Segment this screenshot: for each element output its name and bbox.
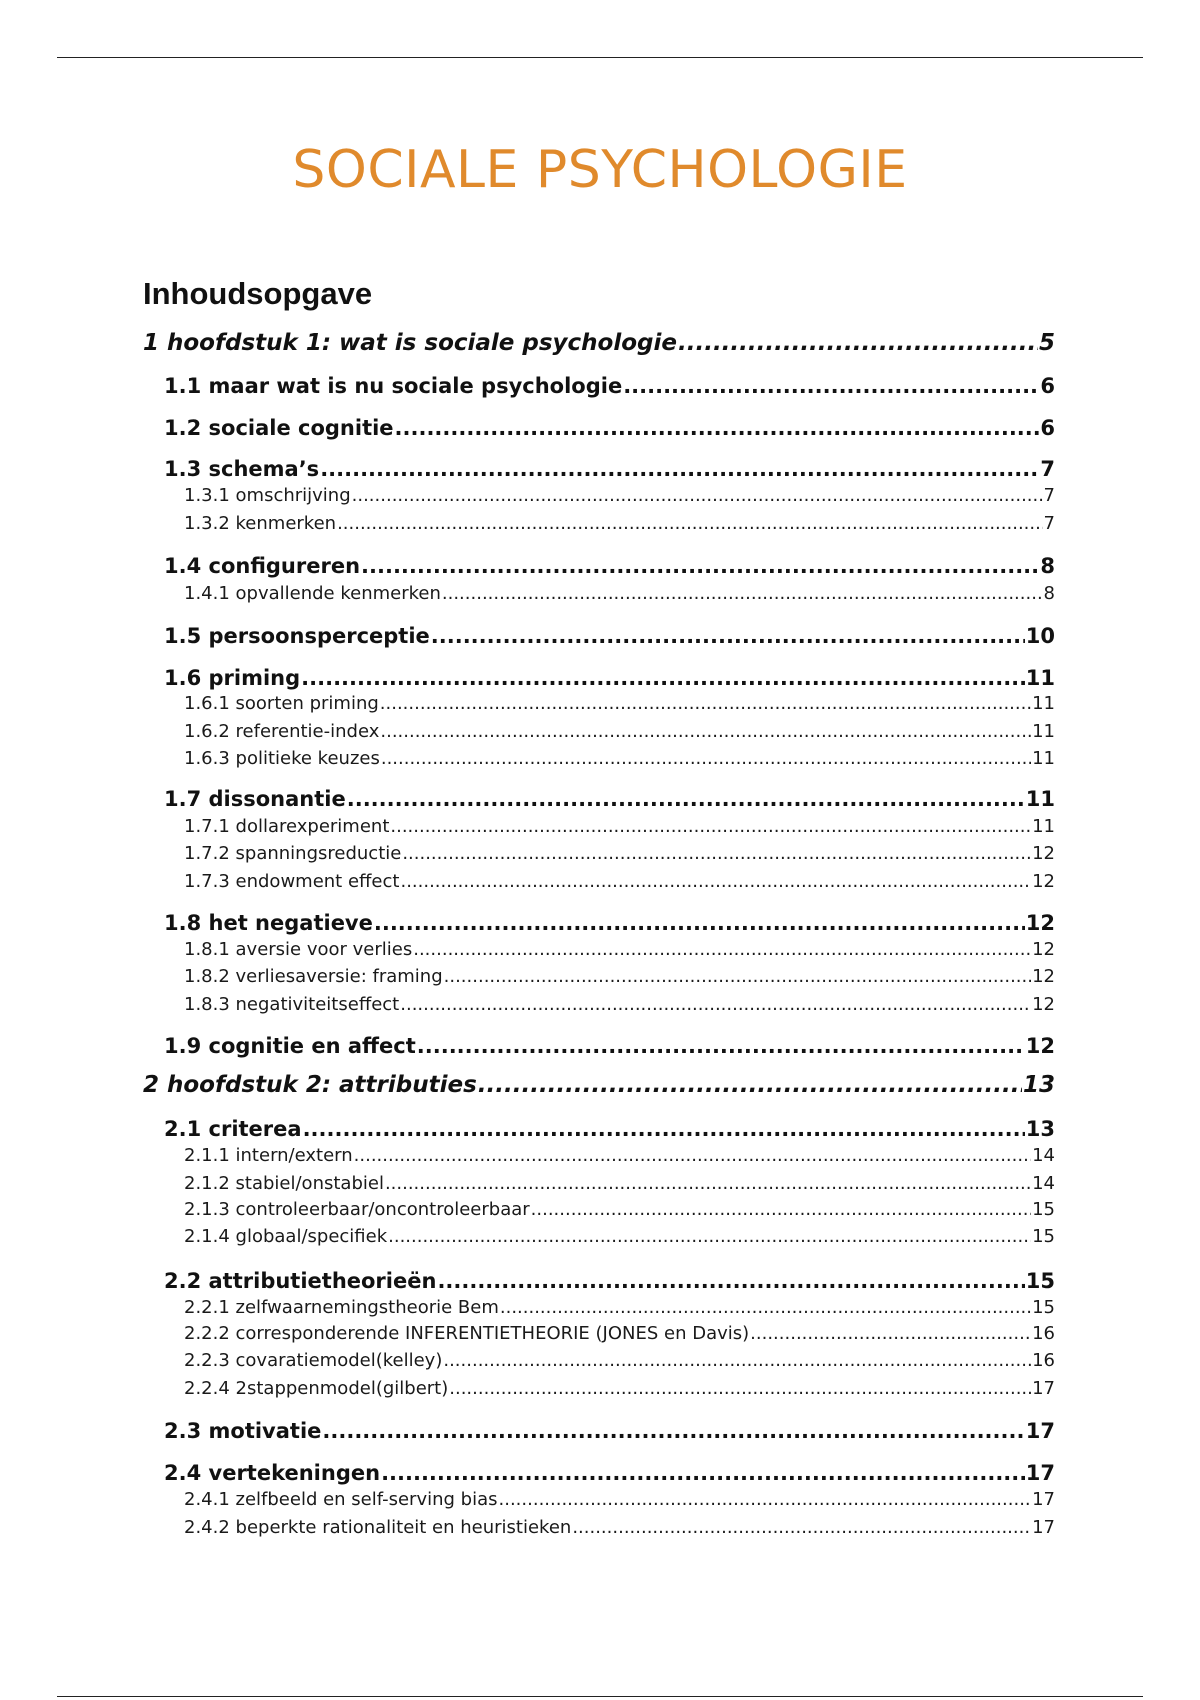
toc-entry-label: 2.1 criterea: [164, 1117, 302, 1141]
toc-entry-label: 1.2 sociale cognitie: [164, 416, 394, 440]
toc-entry-label: 2.2.4 2stappenmodel(gilbert): [184, 1379, 449, 1399]
toc-entry-label: 1.7.1 dollarexperiment: [184, 817, 390, 837]
document-title: SOCIALE PSYCHOLOGIE: [292, 140, 908, 200]
toc-entry-page: 7: [1043, 486, 1055, 506]
toc-entry[interactable]: [184, 1227, 1055, 1248]
toc-entry-label: 2.2 attributietheorieën: [164, 1269, 437, 1293]
toc-entry-page: 14: [1032, 1174, 1055, 1194]
toc-entry-label: 1.5 persoonsperceptie: [164, 624, 430, 648]
toc-dot-leader: [381, 1461, 1025, 1485]
toc-dot-leader: [443, 1351, 1031, 1372]
toc-dot-leader: [347, 787, 1025, 811]
toc-entry-label: 1.6.1 soorten priming: [184, 694, 379, 714]
toc-entry[interactable]: [143, 1072, 1055, 1098]
toc-entry[interactable]: [184, 817, 1055, 838]
toc-dot-leader: [388, 1227, 1031, 1248]
toc-entry-label: 1.4 configureren: [164, 554, 361, 578]
toc-entry-page: 11: [1025, 787, 1055, 811]
toc-entry[interactable]: [184, 722, 1055, 743]
toc-entry[interactable]: [184, 1174, 1055, 1195]
toc-dot-leader: [354, 1146, 1031, 1167]
toc-entry[interactable]: [164, 1117, 1055, 1141]
toc-dot-leader: [413, 940, 1031, 961]
toc-entry[interactable]: [164, 787, 1055, 811]
toc-entry-label: 1.3 schema’s: [164, 457, 320, 481]
toc-entry-page: 6: [1040, 416, 1055, 440]
toc-entry-page: 12: [1032, 940, 1055, 960]
toc-dot-leader: [380, 722, 1031, 743]
toc-entry-label: 2.3 motivatie: [164, 1419, 322, 1443]
toc-entry-page: 17: [1032, 1379, 1055, 1399]
toc-entry-page: 13: [1025, 1117, 1055, 1141]
toc-dot-leader: [385, 1174, 1031, 1195]
toc-dot-leader: [374, 911, 1025, 935]
toc-entry-label: 1.6.3 politieke keuzes: [184, 749, 380, 769]
toc-entry-label: 1.4.1 opvallende kenmerken: [184, 584, 441, 604]
toc-dot-leader: [352, 486, 1043, 507]
toc-entry-label: 1.9 cognitie en affect: [164, 1034, 416, 1058]
toc-entry[interactable]: [184, 514, 1055, 535]
toc-dot-leader: [500, 1298, 1031, 1319]
toc-entry[interactable]: [164, 374, 1055, 398]
toc-entry[interactable]: [164, 1419, 1055, 1443]
toc-entry-label: 2.4 vertekeningen: [164, 1461, 381, 1485]
toc-dot-leader: [301, 666, 1025, 690]
toc-entry-page: 8: [1040, 554, 1055, 578]
toc-dot-leader: [322, 1419, 1024, 1443]
toc-entry[interactable]: [184, 694, 1055, 715]
toc-dot-leader: [478, 1072, 1022, 1098]
toc-entry-page: 12: [1032, 872, 1055, 892]
toc-entry[interactable]: [143, 330, 1055, 356]
toc-entry-label: 1.7 dissonantie: [164, 787, 346, 811]
toc-dot-leader: [437, 1269, 1024, 1293]
toc-entry[interactable]: [164, 1269, 1055, 1293]
toc-entry-label: 1 hoofdstuk 1: wat is sociale psychologie: [143, 330, 677, 356]
toc-entry-page: 7: [1043, 514, 1055, 534]
toc-dot-leader: [400, 872, 1031, 893]
toc-entry[interactable]: [164, 624, 1055, 648]
toc-entry-page: 8: [1043, 584, 1055, 604]
toc-entry[interactable]: [164, 457, 1055, 481]
toc-entry[interactable]: [184, 1200, 1055, 1221]
toc-entry-page: 6: [1040, 374, 1055, 398]
toc-dot-leader: [499, 1490, 1032, 1511]
toc-dot-leader: [417, 1034, 1025, 1058]
toc-dot-leader: [303, 1117, 1025, 1141]
toc-entry-page: 12: [1032, 967, 1055, 987]
toc-dot-leader: [442, 584, 1043, 605]
toc-entry-page: 17: [1032, 1518, 1055, 1538]
toc-dot-leader: [390, 817, 1031, 838]
toc-entry-page: 5: [1038, 330, 1055, 356]
toc-dot-leader: [431, 624, 1025, 648]
toc-entry-label: 1.7.3 endowment effect: [184, 872, 400, 892]
toc-entry[interactable]: [184, 940, 1055, 961]
toc-entry-page: 12: [1032, 995, 1055, 1015]
toc-dot-leader: [337, 514, 1042, 535]
toc-entry[interactable]: [184, 749, 1055, 770]
toc-entry-label: 2.2.2 corresponderende INFERENTIETHEORIE (JONES en Davis): [184, 1324, 750, 1344]
toc-entry-page: 15: [1032, 1227, 1055, 1247]
toc-entry-page: 12: [1025, 911, 1055, 935]
toc-entry-page: 14: [1032, 1146, 1055, 1166]
toc-heading: Inhoudsopgave: [143, 276, 373, 311]
toc-dot-leader: [395, 416, 1040, 440]
toc-entry-label: 2.4.1 zelfbeeld en self-serving bias: [184, 1490, 498, 1510]
toc-entry-page: 12: [1025, 1034, 1055, 1058]
toc-dot-leader: [361, 554, 1039, 578]
toc-entry[interactable]: [184, 1324, 1055, 1345]
toc-dot-leader: [320, 457, 1039, 481]
toc-dot-leader: [678, 330, 1038, 356]
toc-entry-label: 1.8.3 negativiteitseffect: [184, 995, 400, 1015]
toc-entry-label: 1.8.2 verliesaversie: framing: [184, 967, 443, 987]
toc-entry-page: 7: [1040, 457, 1055, 481]
toc-entry-page: 16: [1032, 1351, 1055, 1371]
toc-entry-page: 15: [1032, 1298, 1055, 1318]
toc-entry[interactable]: [184, 967, 1055, 988]
toc-entry-label: 2.2.3 covaratiemodel(kelley): [184, 1351, 443, 1371]
toc-entry-label: 2.1.3 controleerbaar/oncontroleerbaar: [184, 1200, 530, 1220]
toc-dot-leader: [449, 1379, 1031, 1400]
toc-entry-label: 2.1.4 globaal/specifiek: [184, 1227, 388, 1247]
toc-entry[interactable]: [184, 872, 1055, 893]
toc-entry-page: 11: [1032, 694, 1055, 714]
toc-dot-leader: [444, 967, 1031, 988]
toc-entry-label: 1.3.1 omschrijving: [184, 486, 351, 506]
toc-entry-label: 1.6.2 referentie-index: [184, 722, 380, 742]
toc-entry-label: 1.8.1 aversie voor verlies: [184, 940, 413, 960]
toc-dot-leader: [572, 1518, 1031, 1539]
toc-entry-label: 1.6 priming: [164, 666, 301, 690]
toc-entry-label: 1.1 maar wat is nu sociale psychologie: [164, 374, 623, 398]
toc-entry-page: 11: [1032, 749, 1055, 769]
toc-entry-label: 1.7.2 spanningsreductie: [184, 844, 402, 864]
toc-entry-page: 15: [1032, 1200, 1055, 1220]
toc-entry[interactable]: [184, 486, 1055, 507]
toc-entry-label: 2.2.1 zelfwaarnemingstheorie Bem: [184, 1298, 499, 1318]
toc-entry-page: 11: [1032, 722, 1055, 742]
toc-dot-leader: [402, 844, 1031, 865]
toc-dot-leader: [623, 374, 1039, 398]
toc-entry[interactable]: [184, 1146, 1055, 1167]
toc-entry-page: 11: [1025, 666, 1055, 690]
toc-entry-page: 12: [1032, 844, 1055, 864]
toc-entry[interactable]: [184, 1518, 1055, 1539]
toc-entry[interactable]: [164, 416, 1055, 440]
toc-dot-leader: [400, 995, 1031, 1016]
toc-entry-label: 1.3.2 kenmerken: [184, 514, 337, 534]
toc-entry[interactable]: [184, 844, 1055, 865]
toc-entry[interactable]: [184, 995, 1055, 1016]
toc-entry-label: 2.1.1 intern/extern: [184, 1146, 353, 1166]
toc-entry-label: 2 hoofdstuk 2: attributies: [143, 1072, 477, 1098]
toc-entry[interactable]: [184, 1379, 1055, 1400]
toc-entry-label: 1.8 het negatieve: [164, 911, 373, 935]
toc-dot-leader: [381, 749, 1031, 770]
bottom-rule: [57, 1696, 1143, 1697]
toc-entry-page: 15: [1025, 1269, 1055, 1293]
toc-dot-leader: [380, 694, 1031, 715]
toc-entry[interactable]: [164, 666, 1055, 690]
toc-entry[interactable]: [164, 911, 1055, 935]
toc-dot-leader: [531, 1200, 1031, 1221]
toc-entry-label: 2.1.2 stabiel/onstabiel: [184, 1174, 384, 1194]
toc-entry[interactable]: [164, 554, 1055, 578]
toc-entry-page: 17: [1025, 1419, 1055, 1443]
toc-entry[interactable]: [184, 1351, 1055, 1372]
toc-entry-page: 11: [1032, 817, 1055, 837]
toc-entry[interactable]: [184, 584, 1055, 605]
toc-dot-leader: [750, 1324, 1031, 1345]
toc-entry-page: 16: [1032, 1324, 1055, 1344]
toc-entry-page: 17: [1032, 1490, 1055, 1510]
toc-entry[interactable]: [164, 1461, 1055, 1485]
toc-entry-page: 13: [1022, 1072, 1055, 1098]
toc-entry-page: 17: [1025, 1461, 1055, 1485]
toc-entry[interactable]: [164, 1034, 1055, 1058]
toc-entry[interactable]: [184, 1490, 1055, 1511]
toc-entry[interactable]: [184, 1298, 1055, 1319]
toc-entry-page: 10: [1025, 624, 1055, 648]
toc-entry-label: 2.4.2 beperkte rationaliteit en heuristieken: [184, 1518, 572, 1538]
